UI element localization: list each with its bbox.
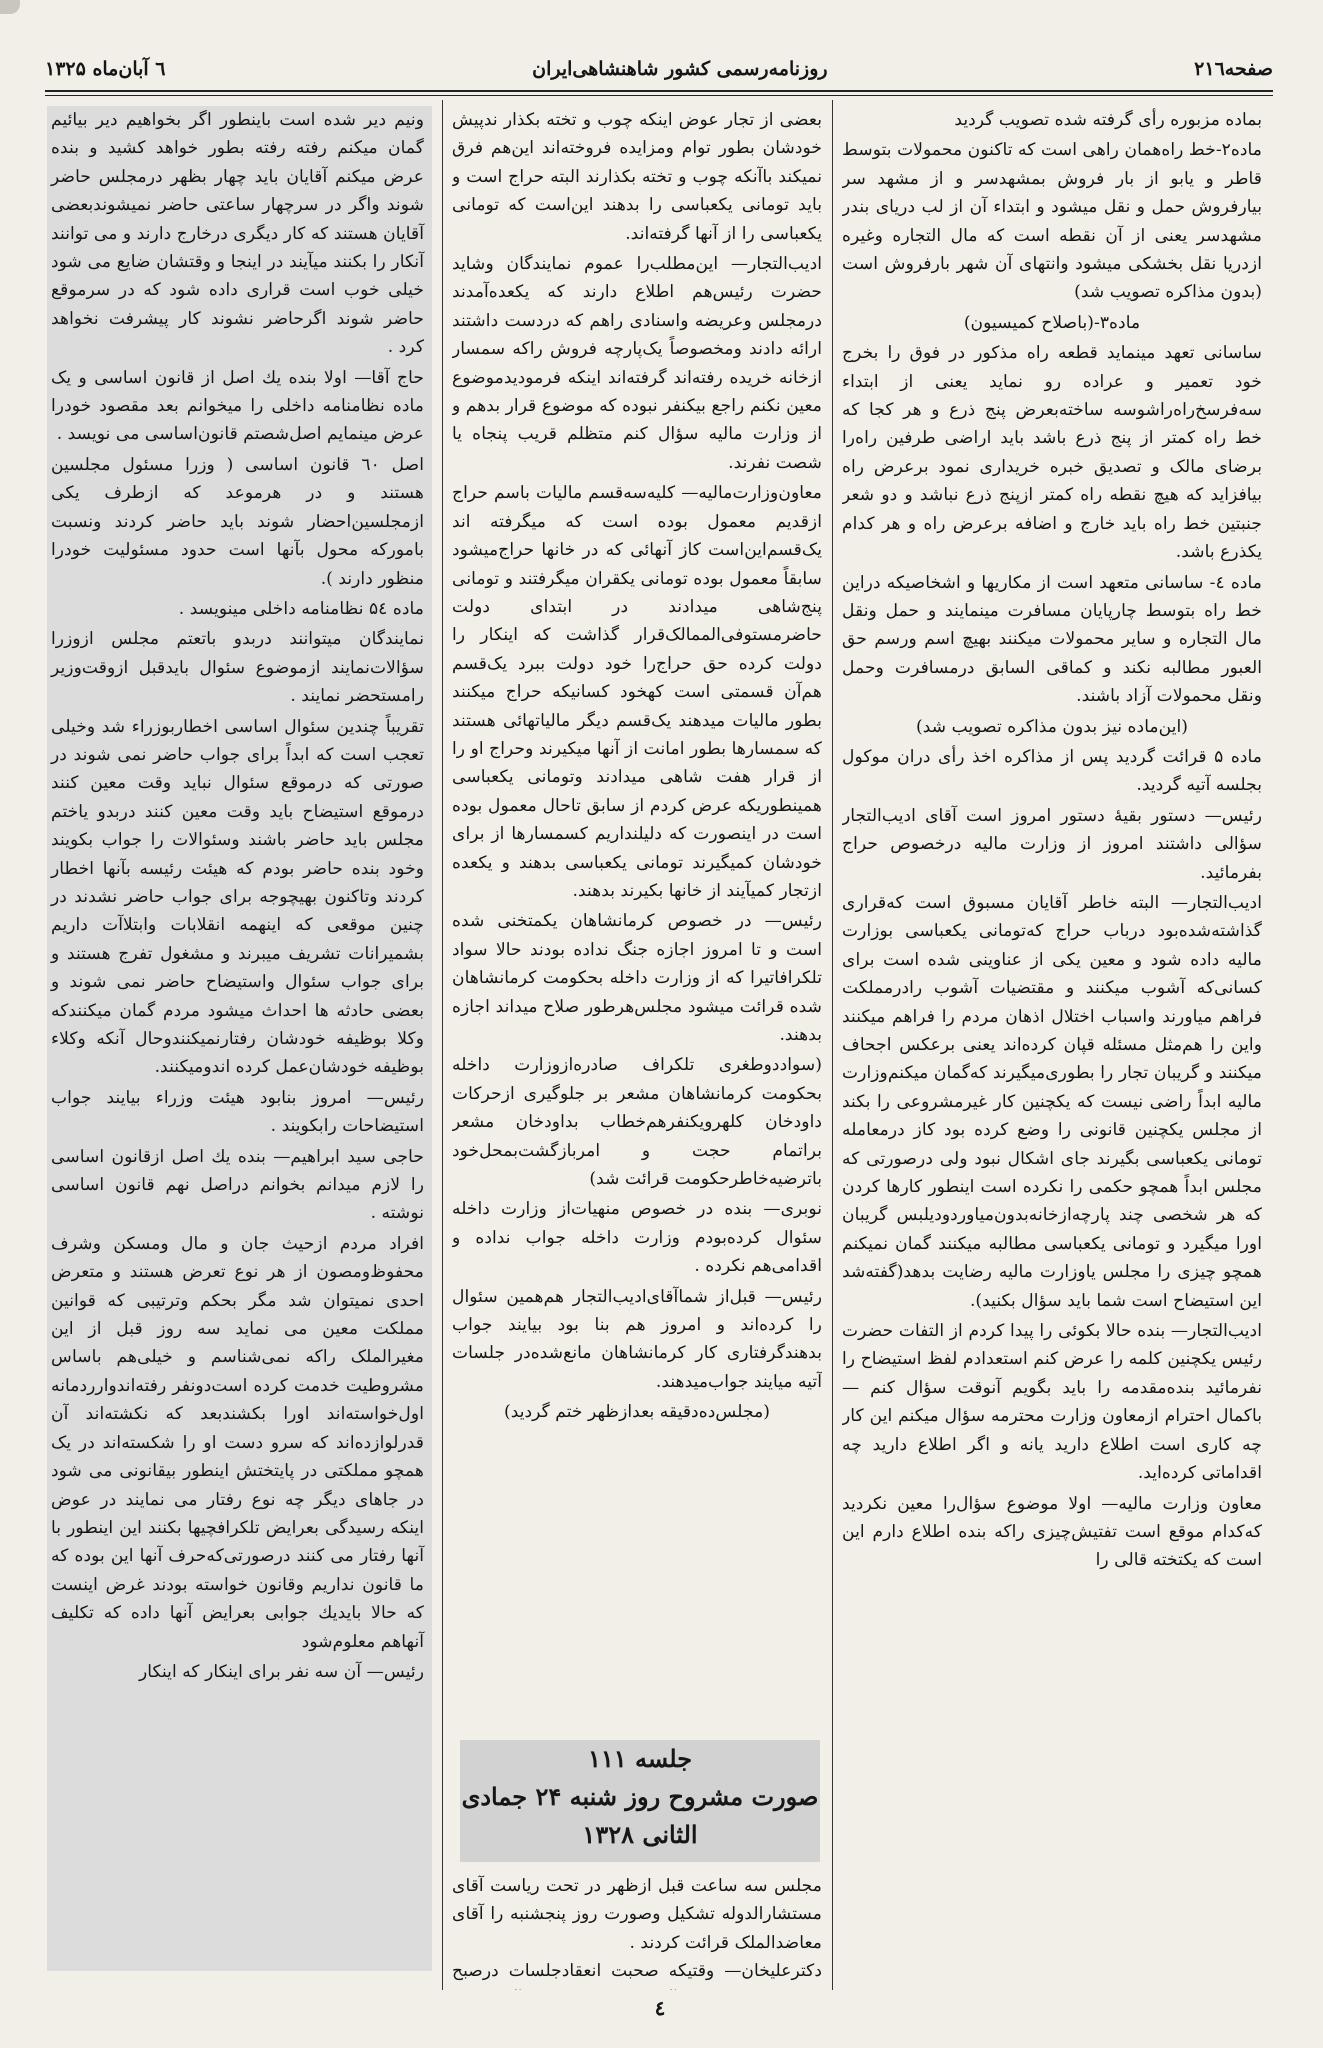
paragraph: حاج آقا— اولا بنده یك اصل از قانون اساسی و یک ماده نظامنامه داخلی را میخوانم بعد مقصود خودرا عرض مینمایم اصل‌شصتم قانون‌اساسی می نویسد . [51, 367, 424, 445]
paragraph: نوبری— بنده در خصوص منهیات‌از وزارت داخله سئوال کرده‌بودم وزارت داخله جواب نداده و اقدامی‌هم نکرده . [452, 1199, 822, 1277]
session-number: جلسه ۱۱۱ [587, 1744, 693, 1773]
paragraph: رئیس— آن سه نفر برای اینکار که اینکار [138, 1661, 424, 1682]
torn-corner [0, 0, 20, 14]
session-title: صورت مشروح روز شنبه ۲۴ جمادی [461, 1782, 819, 1811]
header-rule-thin [45, 95, 1273, 96]
paragraph: افراد مردم ازحیث جان و مال ومسکن وشرف محفوظ‌ومصون از هر نوع تعرض هستند و متعرض احدی نمیتوان شد مگر بحکم وترتیبی که قوانین مملکت معین می نماید سه روز قبل از این مغیرالملک راکه نمی‌شناسم و خیلی‌هم باساس مشروطیت خدمت کرده است‌دونفر رفته‌اندوارردمانه اول‌خواسته‌اند اورا بکشندبعد که نکشته‌اند آن قدرلواز‌ده‌اند که سرو دست او را شکسته‌اند در یک همچو مملکتی در پایتختش اینطور بیقانونی می شود در جاهای دیگر چه نوع رفتار می نمایند در عوض اینکه رسیدگی بعرایض تلکرافچیها بکنند این اینطور با آنها رفتار می کنند درصورتی‌که‌حرف آنها این بوده که ما قانون نداریم وقانون خواسته بودند غرض اینست که حالا بایدیك جوابی بعرایض آنها داده که تکلیف آنهاهم معلوم‌شود [51, 1233, 424, 1652]
paragraph: معاون وزارت مالیه— اولا موضوع سؤال‌را معین نکردید که‌کدام موقع است تفتیش‌چیزی راکه بنده اطلاع دارم این است که یکتخته قالی را [842, 1493, 1262, 1571]
paragraph: (این‌ماده نیز بدون مذاکره تصویب شد) [916, 716, 1188, 737]
paragraph: ماده۳-(باصلاح کمیسیون) [963, 312, 1141, 333]
paragraph: ادیب‌التجار— این‌مطلب‌را عموم نمایندگان وشاید حضرت رئیس‌هم اطلاع دارند که یکعده‌آمدند درمجلس وعریضه واسنادی راهم که دردست داشتند ارائه دادند ومخصوصاً یک‌پارچه فروش راکه سمسار ازخانه خریده رفته‌اند گرفته‌اند اینکه فرمودید‌موضوع معین نکنم راجع بیکنفر نبوده که موضوع قرار بدهم و از وزارت مالیه سؤال کنم متظلم قریب پنجاه یا شصت نفرند. [452, 254, 822, 473]
issue-date: ٦ آبان‌ماه ۱۳۲۵ [45, 58, 166, 80]
paragraph: حاجی سید ابراهیم— بنده یك اصل ازقانون اساسی را لازم میدانم بخوانم دراصل نهم قانون اساسی نوشته . [51, 1146, 424, 1224]
paragraph: اصل ٦۰ قانون اساسی ( وزرا مسئول مجلسین هستند و در هرموعد که ازطرف یکی ازمجلسین‌احضار شوند باید حاضر کردند ونسبت بامورکه محول بآنها است حدود مسئولیت خودرا منظور دارند ). [51, 454, 424, 589]
paragraph: ماده ۵٤ نظامنامه داخلی مینویسد . [178, 598, 424, 619]
paragraph: ادیب‌التجار— بنده حالا بکوئی را پیدا کردم از التفات حضرت رئیس یکچنین کلمه را عرض کنم استعدادم لفظ استیضاح را نفرمائید بنده‌مقدمه را باید بگویم آنوقت سؤال کنم — باکمال احترام ازمعاون وزارت محترمه سؤال میکنم این کار چه کاری است اطلاع دارید یانه و اگر اطلاع دارید چه اقداماتی کرده‌اید. [842, 1321, 1262, 1484]
page-number: ٤ [654, 1996, 666, 2020]
column-divider [442, 100, 443, 1990]
paragraph: رئیس— امروز بنابود هیئت وزراء بیایند جواب استیضاحات رابکویند . [51, 1087, 424, 1137]
paragraph: ونیم دیر شده است باینطور اگر بخواهیم دیر بیائیم گمان میکنم رفته رفته بطور خواهد کشید و بنده عرض میکنم آقایان باید چهار بظهر درمجلس حاضر شوند واگر در سرچهار ساعتی حاضر نمیشوند‌بعضی آقایان هستند که کار دیگری در‌خارج دارند و می توانند آنکار را بکنند میآیند در اینجا و وقتشان ضایع می شود خیلی خوب است قراری داده شود که در سرموقع حاضر شوند اگرحاضر نشوند کار پیشرفت نخواهد کرد . [51, 110, 424, 358]
paragraph: رئیس— قبل‌از شما‌آقای‌ادیب‌التجار هم‌همین سئوال را کرده‌اند و امروز هم بنا بود بیایند جواب بدهند‌گرفتاری کار کرمانشاهان مانع‌شده‌در جلسات آتیه میایند جواب‌میدهند. [452, 1286, 822, 1392]
session-date: الثانی ۱۳۲۸ [582, 1820, 698, 1849]
session-heading-box [460, 1740, 820, 1862]
paragraph: (مجلس‌ده‌دقیقه بعدازظهر ختم گردید) [504, 1402, 770, 1423]
paragraph: بعضی از تجار عوض اینکه چوب و تخته بکذار ندپیش خودشان بطور توام ومزایده فروخته‌اند این‌هم فرق نمیکند باآنکه چوب و تخته بکذارند البته حراج است و باید تومانی یکعباسی را بدهند این‌است که تومانی یکعباسی را از آنها گرفته‌اند. [452, 110, 822, 244]
paragraph: ماده ۵ قرائت گردید پس از مذاکره اخذ رأی دران موکول بجلسه آتیه گردید. [842, 746, 1262, 796]
paragraph: مجلس سه ساعت قبل ازظهر در تحت ریاست آقای مستشارالدوله تشکیل وصورت روز پنجشنبه را آقای معاضدالملک قرائت کردند . [452, 1876, 822, 1953]
column-left [47, 106, 432, 1971]
column-middle-bottom [452, 1872, 822, 1990]
column-divider [832, 100, 833, 1990]
paragraph: معاون‌وزارت‌مالیه— کلیه‌سه‌قسم مالیات باسم حراج ازقدیم معمول بوده است که میگرفته اند یک‌قسم‌این‌است کاز آنهائی که در خانها حراج‌میشود سابقاً معمول بوده تومانی یکقران میگرفتند و تومانی پنج‌شاهی میدادند در ابتدای دولت حاضر‌مستوفی‌الممالک‌قرار گذاشت که اینکار را دولت کرده حق حراج‌را خود دولت ببرد یک‌قسم هم‌آن قسمتی است کهخود کسانیکه حراج میکنند بطور مالیات میدهند یک‌قسم دیگر مالیاتهائی هستند که سمسارها بطور امانت از آنها میکیرند وحراج او را از قرار هفت شاهی میدادند وتومانی یکعباسی همینطوریکه عرض کردم از سابق تاحال معمول بوده است در اینصورت که دلیلنداریم کسمسارها از برای خودشان کمیگیرند تومانی یکعباسی بدهند و یکعده ازتجار کمیآیند از خانها بکیرند بدهند. [452, 483, 822, 901]
paragraph: ادیب‌التجار— البته خاطر آقایان مسبوق است که‌قراری گذاشته‌شده‌بود درباب حراج که‌تومانی یکعباسی بوزارت مالیه داده شود و معین یکی از عناوینی شده است برای کسانی‌که آشوب میکنند و مقتضیات آشوب رادرمملکت فراهم میاورند واسباب اختلال اذهان مردم را فراهم میکنند واین را هم‌مثل مسئله قپان کرده‌اند یعنی برعکس اجحاف میکنند و گریبان تجار را بطوری‌میگیرند که‌گمان میکنم‌وزارت مالیه ابداً راضی نیست که یکچنین کار غیرمشروعی را بکند از مجلس یکچنین قانونی را وضع کرده بود کاز درمعامله تومانی یکعباسی بگیرند جای اشکال نبود ولی درصورتی که مجلس ابداً همچو حکمی را نکرده است اینطور کارها کردن که هر شخصی چند پارچه‌ازخانه‌بدون‌میاورد‌ودیلبس گریبان اورا میگیرد و تومانی یکعباسی مطالبه میکنند گمان نمیکنم همچو چیزی را مجلس یاوزارت مالیه رضایت بدهد(گفته‌شد این استیضاح است شما باید سؤال بکنید). [842, 892, 1262, 1311]
paragraph: (سواددوطغری تلکراف صادره‌ازوزارت داخله بحکومت کرمانشاهان مشعر بر جلوگیری ازحرکات داودخان کلهر‌ویکنفرهم‌خطاب بداودخان مشعر براتمام حجت و امربازگشت‌بمحل‌خود باترضیه‌خاطرحکومت قرائت شد) [452, 1055, 822, 1190]
paragraph: ساسانی تعهد مینماید قطعه راه مذکور در فوق را بخرج خود تعمیر و عراده رو نماید یعنی از ابتداء سه‌فرسخ‌راه‌راشوسه ساخته‌بعرض پنج ذرع و هر کجا که خط راه کمتر از پنج ذرع باشد باید اراضی طرفین راه‌را برضای مالک و تصدیق خبره خریداری نمود برعرض راه بیافزاید که هیچ نقطه راه کمتر ازپنج ذرع نباشد و دو شعر جنبتین خط راه باید خارج و اضافه برعرض راه و هر کدام یکذرع باشد. [842, 343, 1262, 563]
page-header [45, 52, 1273, 86]
column-middle [452, 106, 822, 1806]
newspaper-name: روزنامه‌رسمی کشور شاهنشاهی‌ایران [532, 58, 828, 80]
paragraph: رئیس— دستور بقیهٔ دستور امروز است آقای ادیب‌التجار سؤالی داشتند امروز از وزارت مالیه درخصوص حراج بفرمائید. [842, 805, 1262, 883]
paragraph: ماده ٤- ساسانی متعهد است از مکاریها و اشخاصیکه دراین خط راه بتوسط چارپایان مسافرت مینمایند و حمل ونقل مال التجاره و سایر محمولات میکنند بهیچ اسم ورسم حق العبور مطالبه نکند و کماقی السابق درمسافرت وحمل ونقل محمولات آزاد باشند. [842, 572, 1262, 707]
paragraph: تقریباً چندین سئوال اساسی اخطاربوزراء شد وخیلی تعجب است که ابداً برای جواب حاضر نمی شوند در صورتی که درموقع سئوال نباید وقت معین کنند درموقع استیضاح باید وقت معین کنند دربدو یاختم مجلس باید حاضر باشند وسئوالات را جواب بکویند وخود بنده حاضر بودم که هیئت رئیسه بآنها اخطار کردند وتاکنون بهیچوجه برای جواب حاضر نشدند در چنین موقعی که اینهمه انقلابات وابتلاآت داریم بشمیرانات تشریف میبرند و مشغول تفرج هستند و برای جواب سئوال واستیضاح حاضر نمی شوند و بعضی حادثه ها احداث میشود مردم گمان میکنند‌که وکلا بوظیفه خودشان رفتارنمیکنندوحال آنکه وکلاء بوظیفه خودشان‌عمل کرده اندومیکنند. [51, 716, 424, 1078]
paragraph: نمایندگان میتوانند دربدو باتعتم مجلس ازوزرا سؤالات‌نمایند ازموضوع سئوال بایدقبل ازوقت‌وزیر رامستحضر نمایند . [51, 629, 424, 707]
header-rule [45, 90, 1273, 92]
page-label: صفحه۲۱٦ [1194, 58, 1273, 80]
paragraph: بماده مزبوره رأی گرفته شده تصویب گردید [954, 110, 1262, 130]
paragraph: رئیس— در خصوص کرمانشاهان یکمتخنی شده است و تا امروز اجازه جنگ نداده بودند حالا سواد تلکرافاتیرا که از وزارت داخله بحکومت کرمانشاهان شده قرائت میشود مجلس‌هرطور صلاح میداند اجازه بدهند. [452, 911, 822, 1045]
column-right [842, 106, 1262, 1941]
paragraph: ماده۲-خط راه‌همان راهی است که تاکنون محمولات بتوسط قاطر و یابو از بار فروش بمشهدسر و از مشهد سر بیارفروش حمل و نقل میشود و ابتداء آن از لب دریای بندر مشهدسر یعنی از آن نقطه است که مال التجاره وغیره ازدریا نقل بخشکی میشود وانتهای آن شهر بارفروش است (بدون مذاکره تصویب شد) [842, 140, 1262, 303]
paragraph: دکترعلیخان— وقتیکه صحبت انعقادجلسات درصبح [452, 1961, 822, 1982]
